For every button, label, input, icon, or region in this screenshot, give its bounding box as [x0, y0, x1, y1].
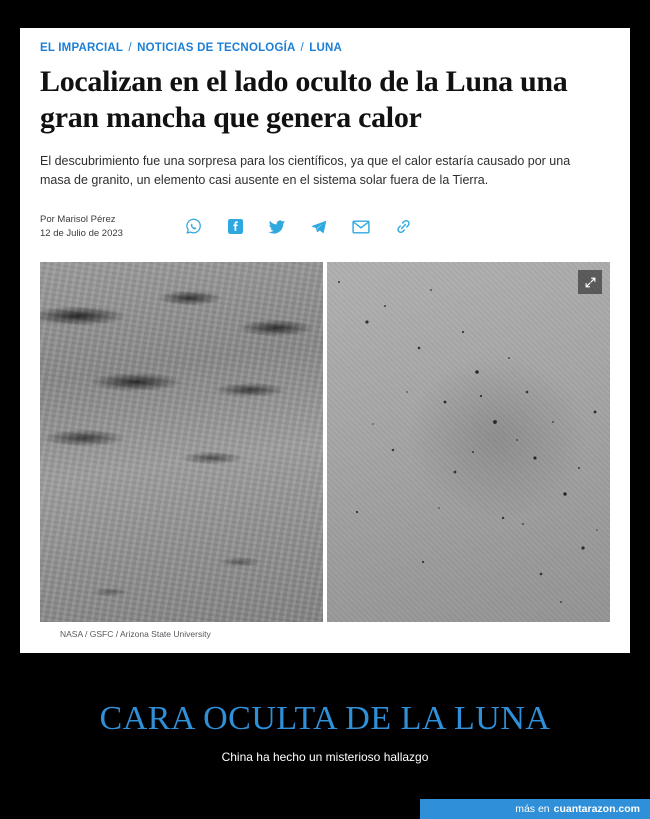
- expand-image-button[interactable]: [578, 270, 602, 294]
- breadcrumb-item-topic[interactable]: LUNA: [309, 42, 343, 54]
- article-card: [20, 28, 630, 653]
- breadcrumb-separator: /: [128, 42, 132, 54]
- moon-surface-left-pane: [40, 262, 323, 622]
- source-brand: cuantarazon.com: [553, 803, 640, 815]
- article-standfirst: El descubrimiento fue una sorpresa para los científicos, ya que el calor estaría causado por una masa de granito, un elemento casi ausente en el sistema solar fuera de la Tierra.: [40, 154, 571, 188]
- breadcrumb-item-site[interactable]: EL IMPARCIAL: [40, 42, 123, 54]
- telegram-share-icon[interactable]: [309, 217, 329, 237]
- byline-date: 12 de Julio de 2023: [40, 227, 123, 239]
- breadcrumb: [20, 28, 630, 60]
- page-title: Localizan en el lado oculto de la Luna una gran mancha que genera calor: [40, 65, 568, 134]
- meme-footer: [0, 700, 650, 764]
- byline: [40, 213, 175, 241]
- share-row: [175, 217, 413, 237]
- byline-share-row: [40, 213, 610, 241]
- breadcrumb-separator: /: [300, 42, 304, 54]
- twitter-share-icon[interactable]: [267, 217, 287, 237]
- source-bar[interactable]: [420, 799, 650, 819]
- moon-comparison-image[interactable]: [40, 262, 610, 622]
- whatsapp-share-icon[interactable]: [183, 217, 203, 237]
- image-credit: NASA / GSFC / Arizona State University: [60, 629, 211, 640]
- facebook-share-icon[interactable]: [225, 217, 245, 237]
- meme-subtitle: China ha hecho un misterioso hallazgo: [221, 750, 429, 764]
- source-prefix: más en: [515, 803, 550, 815]
- moon-surface-right-pane: [327, 262, 610, 622]
- byline-author: Por Marisol Pérez: [40, 213, 116, 225]
- image-divider: [323, 262, 327, 622]
- article-media: [20, 262, 630, 639]
- meme-title: CARA OCULTA DE LA LUNA: [99, 700, 551, 737]
- breadcrumb-item-section[interactable]: NOTICIAS DE TECNOLOGÍA: [137, 42, 296, 54]
- email-share-icon[interactable]: [351, 217, 371, 237]
- copy-link-icon[interactable]: [393, 217, 413, 237]
